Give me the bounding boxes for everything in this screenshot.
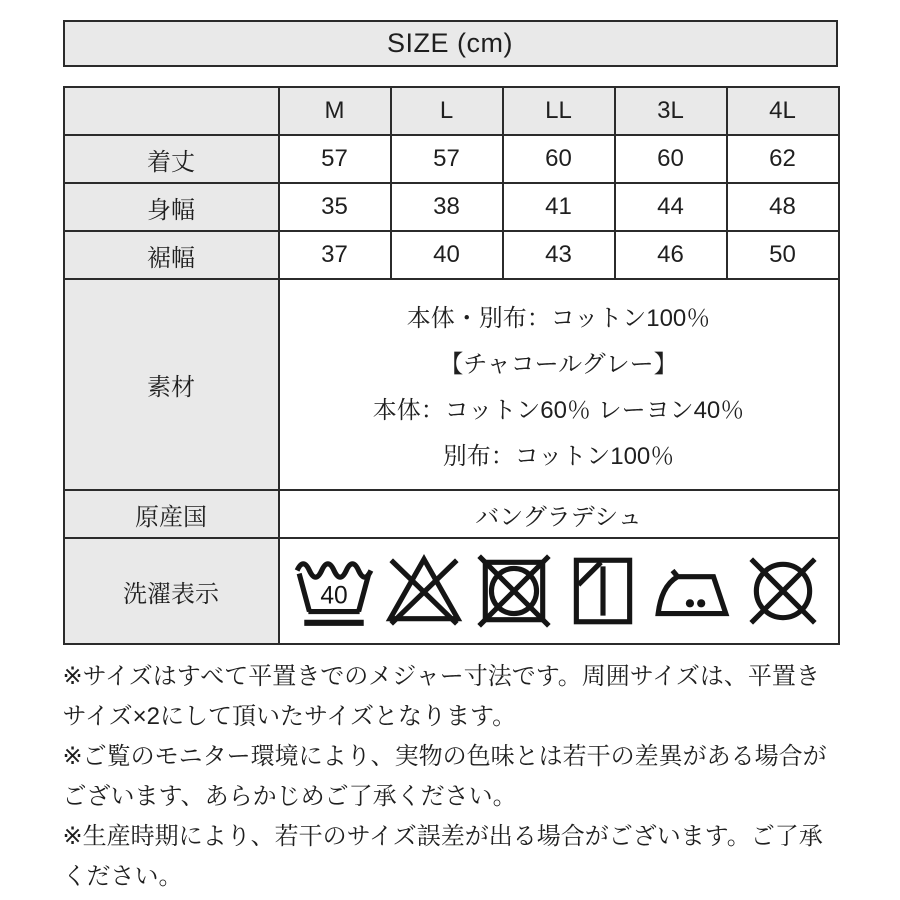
- col-header-3l: 3L: [615, 87, 727, 135]
- size-chart-title: [63, 20, 838, 67]
- cell-value: 38: [391, 183, 503, 231]
- origin-value: バングラデシュ: [279, 490, 839, 538]
- table-row: [64, 231, 839, 279]
- cell-value: 44: [615, 183, 727, 231]
- care-row: [64, 538, 839, 644]
- material-row: [64, 279, 839, 490]
- cell-value: 50: [727, 231, 839, 279]
- size-table: [63, 86, 840, 645]
- do-not-bleach-icon: [383, 550, 465, 632]
- cell-value: 37: [279, 231, 391, 279]
- material-line: 別布：コットン100％: [442, 443, 675, 470]
- corner-cell: [64, 87, 279, 135]
- cell-value: 40: [391, 231, 503, 279]
- care-symbols-cell: [279, 538, 839, 644]
- cell-value: 60: [615, 135, 727, 183]
- col-header-4l: 4L: [727, 87, 839, 135]
- note-line: ※サイズはすべて平置きでのメジャー寸法です。周囲サイズは、平置き: [62, 663, 820, 690]
- table-row: [64, 183, 839, 231]
- row-label-origin: 原産国: [64, 490, 279, 538]
- note-line: ください。: [62, 863, 183, 890]
- cell-value: 43: [503, 231, 615, 279]
- do-not-dry-clean-icon: [742, 550, 824, 632]
- note-line: サイズ×2にして頂いたサイズとなります。: [62, 703, 517, 730]
- col-header-m: M: [279, 87, 391, 135]
- origin-row: [64, 490, 839, 538]
- cell-value: 48: [727, 183, 839, 231]
- svg-text:40: 40: [320, 582, 348, 610]
- cell-value: 60: [503, 135, 615, 183]
- note-line: ※ご覧のモニター環境により、実物の色味とは若干の差異がある場合が: [62, 743, 827, 770]
- material-line: 【チャコールグレー】: [439, 351, 678, 378]
- row-label-material: 素材: [64, 279, 279, 490]
- cell-value: 41: [503, 183, 615, 231]
- col-header-l: L: [391, 87, 503, 135]
- note-line: ※生産時期により、若干のサイズ誤差が出る場合がございます。ご了承: [62, 823, 823, 850]
- cell-value: 35: [279, 183, 391, 231]
- material-line: 本体・別布：コットン100％: [406, 305, 711, 332]
- row-label-care: 洗濯表示: [64, 538, 279, 644]
- iron-medium-heat-icon: [652, 550, 734, 632]
- row-label-length: 着丈: [64, 135, 279, 183]
- row-label-hem-width: 裾幅: [64, 231, 279, 279]
- table-row: [64, 135, 839, 183]
- material-cell: [279, 279, 839, 490]
- notes: [63, 657, 845, 897]
- table-header-row: [64, 87, 839, 135]
- row-label-body-width: 身幅: [64, 183, 279, 231]
- material-line: 本体：コットン60％ レーヨン40％: [372, 397, 745, 424]
- line-dry-in-shade-icon: [562, 550, 644, 632]
- cell-value: 46: [615, 231, 727, 279]
- page-title: SIZE (cm): [387, 28, 513, 58]
- note-line: ございます、あらかじめご了承ください。: [62, 783, 517, 810]
- wash-40-gentle-icon: [293, 550, 375, 632]
- do-not-tumble-dry-icon: [473, 550, 555, 632]
- col-header-ll: LL: [503, 87, 615, 135]
- cell-value: 62: [727, 135, 839, 183]
- cell-value: 57: [279, 135, 391, 183]
- cell-value: 57: [391, 135, 503, 183]
